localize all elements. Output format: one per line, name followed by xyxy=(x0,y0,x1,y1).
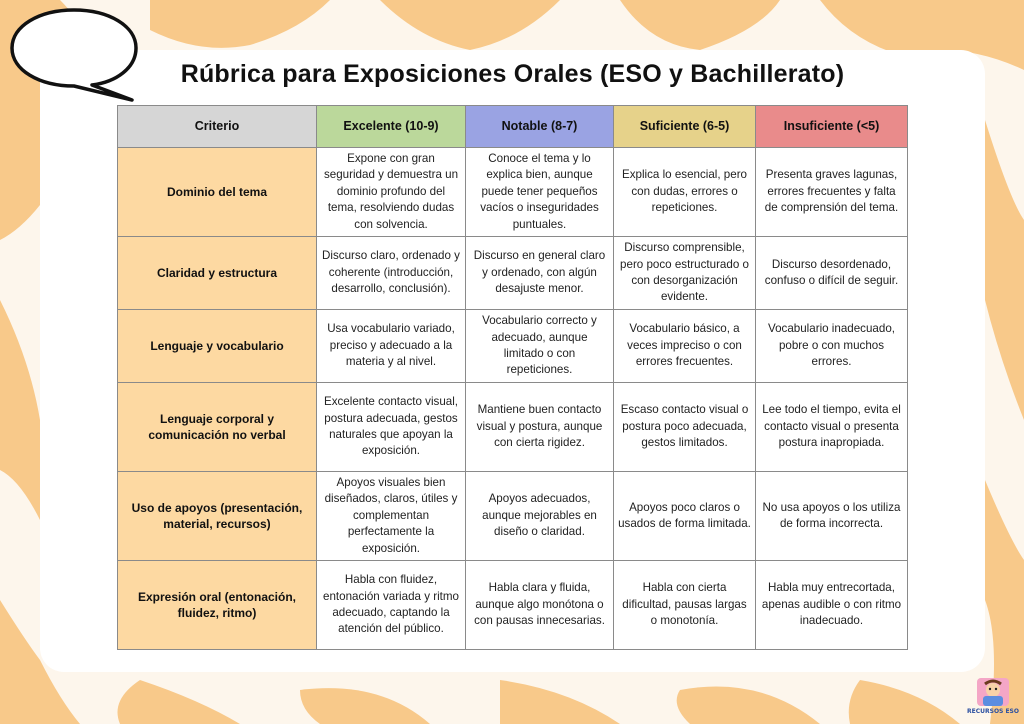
cell-notable: Conoce el tema y lo explica bien, aunque puede tener pequeños vacíos o inseguridades puntuales. xyxy=(466,148,614,237)
criterion-cell: Expresión oral (entonación, fluidez, ritmo) xyxy=(118,561,317,650)
cell-insuficiente: Lee todo el tiempo, evita el contacto visual o presenta postura inapropiada. xyxy=(756,383,908,472)
cell-suficiente: Escaso contacto visual o postura poco adecuada, gestos limitados. xyxy=(614,383,756,472)
table-row xyxy=(118,383,908,472)
cell-notable: Vocabulario correcto y adecuado, aunque limitado o con repeticiones. xyxy=(466,310,614,383)
header-suficiente: Suficiente (6-5) xyxy=(614,106,756,148)
criterion-cell: Claridad y estructura xyxy=(118,237,317,310)
cell-suficiente: Vocabulario básico, a veces impreciso o con errores frecuentes. xyxy=(614,310,756,383)
cell-notable: Habla clara y fluida, aunque algo monótona o con pausas innecesarias. xyxy=(466,561,614,650)
criterion-cell: Dominio del tema xyxy=(118,148,317,237)
criterion-cell: Lenguaje corporal y comunicación no verbal xyxy=(118,383,317,472)
cell-suficiente: Explica lo esencial, pero con dudas, errores o repeticiones. xyxy=(614,148,756,237)
cell-notable: Discurso en general claro y ordenado, con algún desajuste menor. xyxy=(466,237,614,310)
cell-excelente: Usa vocabulario variado, preciso y adecuado a la materia y al nivel. xyxy=(317,310,466,383)
header-excelente: Excelente (10-9) xyxy=(317,106,466,148)
cell-suficiente: Habla con cierta dificultad, pausas largas o monotonía. xyxy=(614,561,756,650)
rubric-table xyxy=(117,105,908,650)
cell-insuficiente: Discurso desordenado, confuso o difícil de seguir. xyxy=(756,237,908,310)
table-row xyxy=(118,148,908,237)
cell-notable: Apoyos adecuados, aunque mejorables en diseño o claridad. xyxy=(466,472,614,561)
cell-excelente: Excelente contacto visual, postura adecuada, gestos naturales que apoyan la exposición. xyxy=(317,383,466,472)
table-row xyxy=(118,310,908,383)
cell-suficiente: Discurso comprensible, pero poco estructurado o con desorganización evidente. xyxy=(614,237,756,310)
header-insuficiente: Insuficiente (<5) xyxy=(756,106,908,148)
cell-excelente: Habla con fluidez, entonación variada y ritmo adecuado, captando la atención del público. xyxy=(317,561,466,650)
cell-excelente: Apoyos visuales bien diseñados, claros, útiles y complementan perfectamente la exposición. xyxy=(317,472,466,561)
criterion-cell: Lenguaje y vocabulario xyxy=(118,310,317,383)
cell-suficiente: Apoyos poco claros o usados de forma limitada. xyxy=(614,472,756,561)
criterion-cell: Uso de apoyos (presentación, material, recursos) xyxy=(118,472,317,561)
cell-excelente: Discurso claro, ordenado y coherente (introducción, desarrollo, conclusión). xyxy=(317,237,466,310)
cell-insuficiente: Habla muy entrecortada, apenas audible o con ritmo inadecuado. xyxy=(756,561,908,650)
header-notable: Notable (8-7) xyxy=(466,106,614,148)
cell-insuficiente: Presenta graves lagunas, errores frecuentes y falta de comprensión del tema. xyxy=(756,148,908,237)
cell-notable: Mantiene buen contacto visual y postura, aunque con cierta rigidez. xyxy=(466,383,614,472)
cell-insuficiente: No usa apoyos o los utiliza de forma incorrecta. xyxy=(756,472,908,561)
page-title: Rúbrica para Exposiciones Orales (ESO y Bachillerato) xyxy=(180,60,845,88)
header-row xyxy=(118,106,908,148)
header-criterio: Criterio xyxy=(118,106,317,148)
cell-insuficiente: Vocabulario inadecuado, pobre o con muchos errores. xyxy=(756,310,908,383)
cell-excelente: Expone con gran seguridad y demuestra un dominio profundo del tema, resolviendo dudas con solvencia. xyxy=(317,148,466,237)
table-row xyxy=(118,561,908,650)
table-row xyxy=(118,472,908,561)
logo-text: RECURSOS ESO xyxy=(967,708,1019,715)
recursos-eso-logo xyxy=(967,676,1019,718)
table-row xyxy=(118,237,908,310)
speech-bubble-icon xyxy=(4,4,144,104)
